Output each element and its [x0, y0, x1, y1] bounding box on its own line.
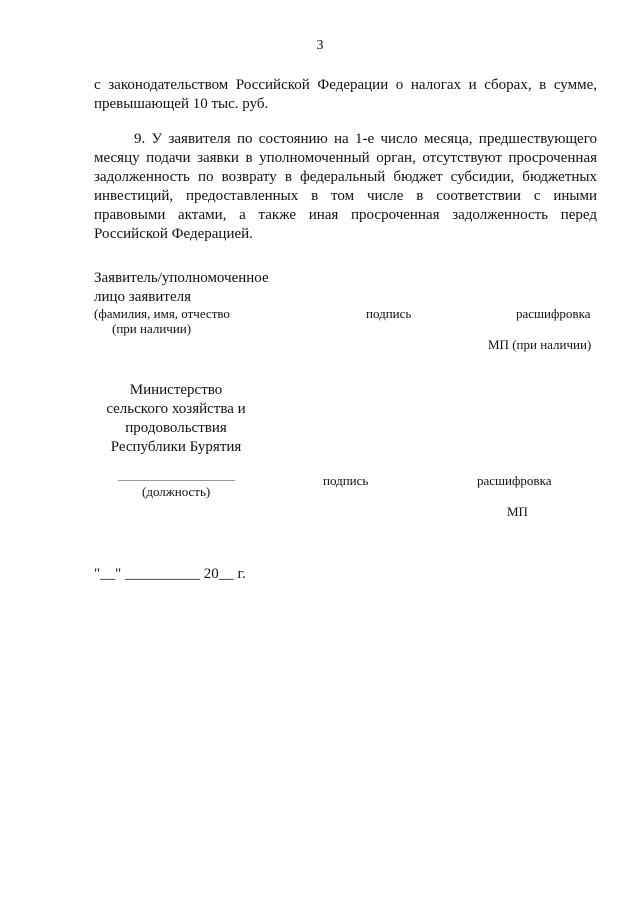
- paragraph-item-9: [94, 130, 597, 244]
- applicant-stamp-caption: МП (при наличии): [488, 337, 592, 352]
- ministry-decryption-caption: расшифровка: [477, 473, 552, 488]
- ministry-name-line: сельского хозяйства и: [106, 401, 246, 417]
- page-number: 3: [316, 38, 324, 53]
- paragraph-line: месяцу подачи заявки в уполномоченный орган, отсутствуют просроченная: [94, 150, 597, 166]
- paragraph-line: инвестиций, предоставленных в том числе в соответствии с иными: [94, 188, 597, 204]
- paragraph-line: 9. У заявителя по состоянию на 1-е число месяца, предшествующего: [134, 131, 597, 147]
- name-caption-line-1: (фамилия, имя, отчество: [94, 306, 230, 321]
- paragraph-line: Российской Федерацией.: [94, 226, 253, 242]
- applicant-decryption-caption: расшифровка: [516, 306, 591, 321]
- applicant-signature-caption: подпись: [366, 306, 412, 321]
- date-line: "__" __________ 20__ г.: [94, 566, 246, 582]
- ministry-name: [90, 381, 262, 457]
- ministry-signature-caption: подпись: [323, 473, 369, 488]
- name-caption-line-2: (при наличии): [112, 321, 192, 336]
- ministry-name-line: продовольствия: [125, 420, 227, 436]
- ministry-name-line: Республики Бурятия: [110, 439, 242, 455]
- paragraph-line: правовыми актами, а также иная просроченная задолженность перед: [94, 207, 597, 223]
- paragraph-line: с законодательством Российской Федерации о налогах и сборах, в сумме,: [94, 77, 597, 93]
- ministry-stamp-caption: МП: [507, 504, 528, 519]
- applicant-label-line-2: лицо заявителя: [94, 289, 191, 305]
- paragraph-tax-legislation: [94, 76, 597, 114]
- position-signature-rule: [118, 480, 235, 481]
- paragraph-line: задолженность по возврату в федеральный бюджет субсидии, бюджетных: [94, 169, 597, 185]
- ministry-name-line: Министерство: [129, 382, 223, 398]
- applicant-label-line-1: Заявитель/уполномоченное: [94, 270, 269, 286]
- paragraph-line: превышающей 10 тыс. руб.: [94, 96, 269, 112]
- position-caption: (должность): [142, 484, 211, 499]
